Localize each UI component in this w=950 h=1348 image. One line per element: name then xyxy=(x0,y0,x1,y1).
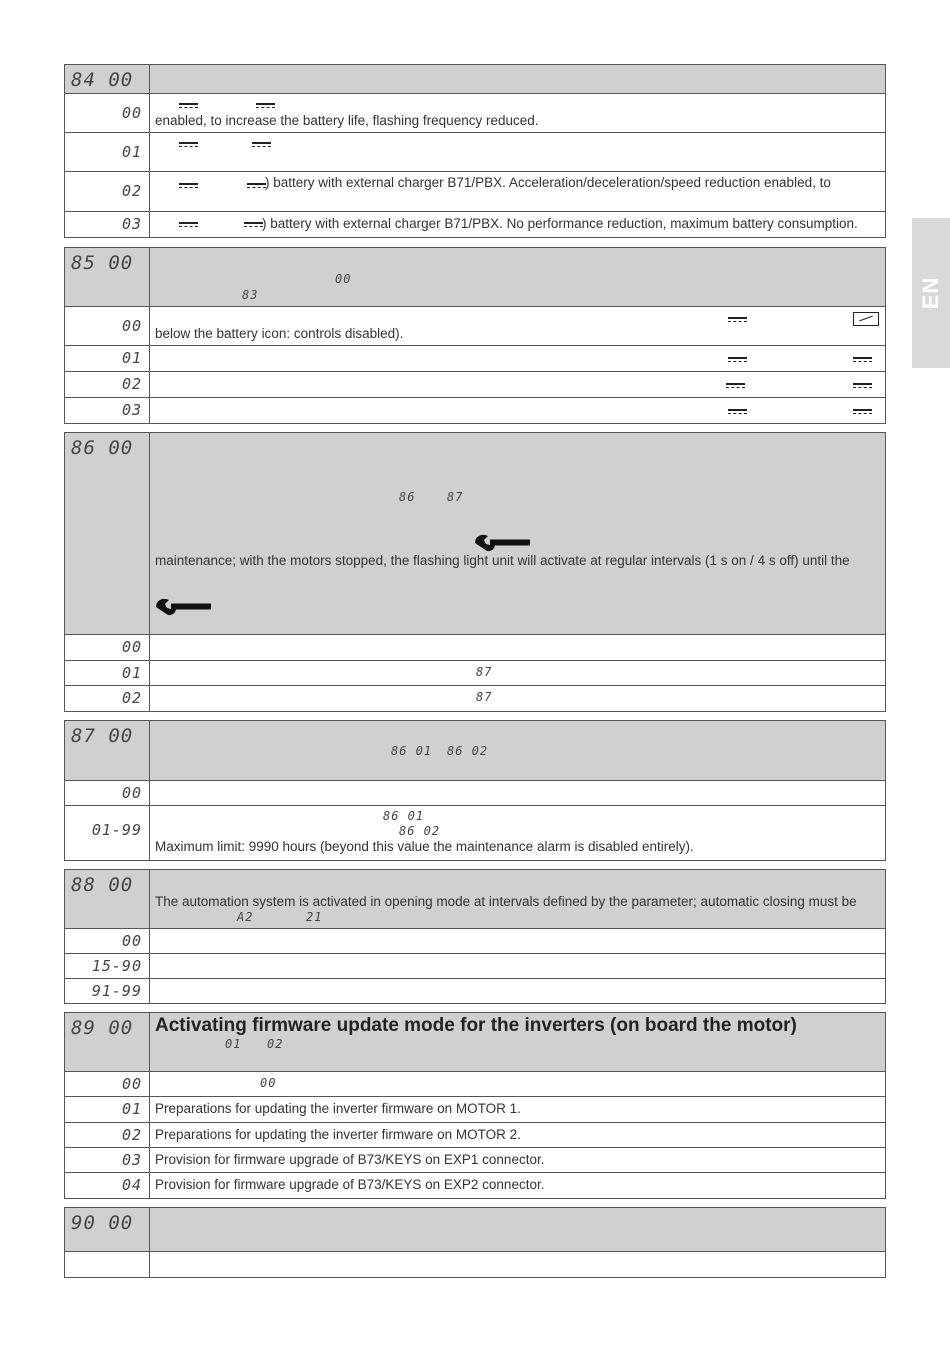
wrench-icon xyxy=(473,533,531,553)
value-code: 00 xyxy=(121,638,142,656)
value-code-cell xyxy=(65,1148,150,1173)
parameter-reference: 00 xyxy=(335,272,352,286)
parameter-table-84 xyxy=(64,64,886,238)
parameter-description: maintenance; with the motors stopped, the flashing light unit will activate at regular intervals (1 s on / 4 s off) until the xyxy=(155,553,850,568)
table-row xyxy=(65,979,886,1004)
value-description-cell xyxy=(150,172,886,212)
table-row xyxy=(65,1097,886,1123)
table-row xyxy=(65,1072,886,1097)
parameter-code-cell xyxy=(65,1013,150,1072)
parameter-table-90 xyxy=(64,1207,886,1278)
parameter-reference: 01 xyxy=(225,1037,242,1051)
parameter-reference: A2 xyxy=(237,910,254,924)
parameter-description-cell xyxy=(150,721,886,781)
parameter-code-cell xyxy=(65,248,150,307)
table-row xyxy=(65,929,886,954)
parameter-description-cell xyxy=(150,248,886,307)
dc-symbol-icon xyxy=(728,317,747,323)
value-code: 01 xyxy=(121,1100,142,1118)
value-description-cell xyxy=(150,212,886,238)
value-description-cell xyxy=(150,1148,886,1173)
dc-symbol-icon xyxy=(853,357,872,363)
table-row xyxy=(65,172,886,212)
dc-symbol-icon xyxy=(256,103,275,109)
value-code-cell xyxy=(65,307,150,346)
value-description: Provision for firmware upgrade of B73/KEYS on EXP1 connector. xyxy=(155,1152,545,1167)
dc-symbol-icon xyxy=(853,383,872,389)
value-description-cell xyxy=(150,1123,886,1148)
value-description: Maximum limit: 9990 hours (beyond this value the maintenance alarm is disabled entirely). xyxy=(155,839,694,854)
value-code-cell xyxy=(65,1072,150,1097)
value-description-cell xyxy=(150,398,886,424)
parameter-header-row xyxy=(65,248,886,307)
parameter-code-cell xyxy=(65,433,150,635)
parameter-description-cell xyxy=(150,65,886,94)
value-code: 00 xyxy=(121,1075,142,1093)
value-description-cell xyxy=(150,307,886,346)
parameter-reference: 02 xyxy=(267,1037,284,1051)
parameter-header-row xyxy=(65,433,886,635)
parameter-description-cell xyxy=(150,1013,886,1072)
parameter-table-88 xyxy=(64,869,886,1004)
value-description: Preparations for updating the inverter firmware on MOTOR 2. xyxy=(155,1127,521,1142)
parameter-header-row xyxy=(65,1013,886,1072)
value-description: enabled, to increase the battery life, flashing frequency reduced. xyxy=(155,113,539,128)
parameter-header-row xyxy=(65,1208,886,1252)
value-description-cell xyxy=(150,1072,886,1097)
value-code: 01 xyxy=(121,143,142,161)
value-code: 01 xyxy=(121,349,142,367)
value-code-cell xyxy=(65,661,150,686)
value-description-cell xyxy=(150,346,886,372)
value-code-cell xyxy=(65,1123,150,1148)
table-row xyxy=(65,686,886,712)
parameter-table-87 xyxy=(64,720,886,861)
value-code-cell xyxy=(65,1097,150,1123)
dc-symbol-icon xyxy=(728,357,747,363)
value-code: 01-99 xyxy=(91,821,142,839)
parameter-description: The automation system is activated in opening mode at intervals defined by the parameter; automatic closing must be xyxy=(155,894,857,909)
value-code-cell xyxy=(65,635,150,661)
parameter-reference: 21 xyxy=(306,910,323,924)
parameter-code: 90 00 xyxy=(71,1212,134,1234)
value-code-cell xyxy=(65,346,150,372)
value-code: 00 xyxy=(121,317,142,335)
parameter-code: 87 00 xyxy=(71,725,134,747)
value-code-cell xyxy=(65,372,150,398)
value-description-cell xyxy=(150,635,886,661)
parameter-reference: 86 02 xyxy=(399,824,441,838)
parameter-title: Activating firmware update mode for the inverters (on board the motor) xyxy=(155,1015,797,1036)
value-code-cell xyxy=(65,781,150,806)
value-code: 02 xyxy=(121,689,142,707)
value-code: 04 xyxy=(121,1176,142,1194)
parameter-description-cell xyxy=(150,1208,886,1252)
value-description: ) battery with external charger B71/PBX. Acceleration/deceleration/speed reduction enabled, to xyxy=(265,175,831,190)
table-row xyxy=(65,1123,886,1148)
table-row xyxy=(65,94,886,133)
value-code: 03 xyxy=(121,215,142,233)
value-code: 02 xyxy=(121,182,142,200)
value-description-cell xyxy=(150,94,886,133)
value-code-cell xyxy=(65,212,150,238)
parameter-code: 86 00 xyxy=(71,437,134,459)
dc-symbol-icon xyxy=(244,222,263,228)
value-description: below the battery icon: controls disabled). xyxy=(155,326,404,341)
dc-symbol-icon xyxy=(728,409,747,415)
table-row xyxy=(65,346,886,372)
parameter-reference: 87 xyxy=(476,690,493,704)
value-code: 02 xyxy=(121,1126,142,1144)
parameter-header-row xyxy=(65,65,886,94)
value-code: 02 xyxy=(121,375,142,393)
table-row xyxy=(65,133,886,172)
value-code-cell xyxy=(65,172,150,212)
value-code-cell xyxy=(65,929,150,954)
value-description: Preparations for updating the inverter firmware on MOTOR 1. xyxy=(155,1101,521,1116)
parameter-code: 88 00 xyxy=(71,874,134,896)
value-description-cell xyxy=(150,1173,886,1199)
parameter-reference: 87 xyxy=(476,665,493,679)
value-description: Provision for firmware upgrade of B73/KEYS on EXP2 connector. xyxy=(155,1177,545,1192)
dc-symbol-icon xyxy=(179,183,198,189)
value-code-cell xyxy=(65,979,150,1004)
language-tab xyxy=(912,218,950,368)
language-tab-label: EN xyxy=(918,276,943,310)
value-code: 91-99 xyxy=(91,982,142,1000)
value-code: 03 xyxy=(121,401,142,419)
value-code: 01 xyxy=(121,664,142,682)
dc-symbol-icon xyxy=(853,409,872,415)
value-description-cell xyxy=(150,929,886,954)
parameter-header-row xyxy=(65,721,886,781)
parameter-reference: 86 01 xyxy=(391,744,433,758)
dc-symbol-icon xyxy=(252,142,271,148)
dc-symbol-icon xyxy=(247,183,266,189)
battery-icon xyxy=(853,312,879,326)
value-description-cell xyxy=(150,686,886,712)
parameter-code-cell xyxy=(65,1208,150,1252)
table-row xyxy=(65,806,886,861)
parameter-code: 89 00 xyxy=(71,1017,134,1039)
table-row xyxy=(65,212,886,238)
table-row xyxy=(65,372,886,398)
wrench-icon xyxy=(154,597,212,617)
parameter-table-86 xyxy=(64,432,886,712)
parameter-reference: 86 02 xyxy=(447,744,489,758)
value-description-cell xyxy=(150,1252,886,1278)
parameter-table-89 xyxy=(64,1012,886,1199)
table-row xyxy=(65,781,886,806)
parameter-code: 85 00 xyxy=(71,252,134,274)
value-code-cell xyxy=(65,1173,150,1199)
value-code: 00 xyxy=(121,104,142,122)
value-code: 15-90 xyxy=(91,957,142,975)
value-code-cell xyxy=(65,686,150,712)
parameter-code: 84 00 xyxy=(71,69,134,91)
parameter-reference: 00 xyxy=(260,1076,277,1090)
parameter-reference: 86 01 xyxy=(383,809,425,823)
value-code-cell xyxy=(65,133,150,172)
parameter-code-cell xyxy=(65,870,150,929)
value-description-cell xyxy=(150,781,886,806)
value-code xyxy=(65,1252,149,1255)
table-row xyxy=(65,954,886,979)
value-description-cell xyxy=(150,372,886,398)
value-code-cell xyxy=(65,954,150,979)
value-description-cell xyxy=(150,954,886,979)
table-row xyxy=(65,635,886,661)
value-description-cell xyxy=(150,661,886,686)
value-description-cell xyxy=(150,133,886,172)
dc-symbol-icon xyxy=(179,103,198,109)
value-description-cell xyxy=(150,1097,886,1123)
value-code-cell xyxy=(65,94,150,133)
value-code: 00 xyxy=(121,784,142,802)
parameter-reference: 87 xyxy=(447,490,464,504)
table-row xyxy=(65,1173,886,1199)
parameter-table-85 xyxy=(64,247,886,424)
parameter-reference: 83 xyxy=(242,288,259,302)
parameter-header-row xyxy=(65,870,886,929)
value-code: 03 xyxy=(121,1151,142,1169)
parameter-code-cell xyxy=(65,65,150,94)
parameter-reference: 86 xyxy=(399,490,416,504)
table-row xyxy=(65,398,886,424)
value-description-cell xyxy=(150,979,886,1004)
value-description-cell xyxy=(150,806,886,861)
dc-symbol-icon xyxy=(726,383,745,389)
dc-symbol-icon xyxy=(179,222,198,228)
table-row xyxy=(65,1148,886,1173)
value-code: 00 xyxy=(121,932,142,950)
value-code-cell xyxy=(65,806,150,861)
table-row xyxy=(65,1252,886,1278)
value-code-cell xyxy=(65,398,150,424)
parameter-description-cell xyxy=(150,433,886,635)
parameter-code-cell xyxy=(65,721,150,781)
value-description: ) battery with external charger B71/PBX. No performance reduction, maximum battery consumption. xyxy=(262,216,858,231)
table-row xyxy=(65,661,886,686)
parameter-description-cell xyxy=(150,870,886,929)
value-code-cell xyxy=(65,1252,150,1278)
dc-symbol-icon xyxy=(179,142,198,148)
table-row xyxy=(65,307,886,346)
